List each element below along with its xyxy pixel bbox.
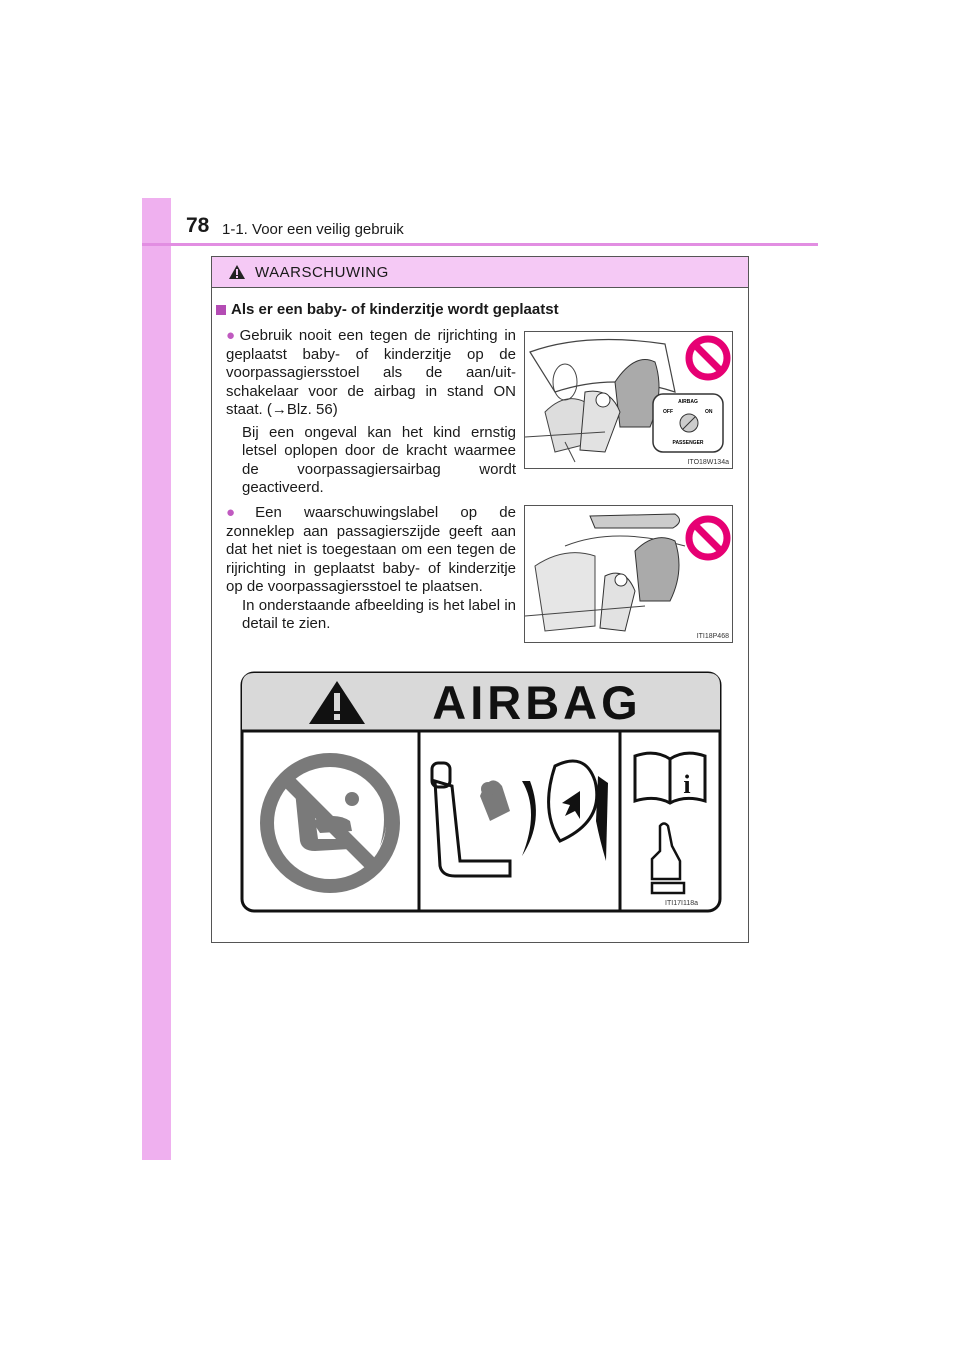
warning-header: [212, 257, 748, 288]
bullet-2: [226, 504, 516, 634]
bullet-dot-icon: ●: [226, 504, 254, 521]
bullet-1: [226, 327, 516, 498]
sun-visor-illustration: [525, 506, 732, 642]
figure-code: ITO18W134a: [687, 459, 729, 466]
warning-title: WAARSCHUWING: [255, 263, 389, 281]
figure-code: ITI18P468: [696, 633, 729, 640]
illustration-rear-facing-seat: [524, 331, 733, 469]
inset-label-airbag: AIRBAG: [678, 399, 698, 405]
subheading-text: Als er een baby- of kinderzitje wordt geplaatst: [231, 301, 559, 318]
bullet-dot-icon: ●: [226, 327, 238, 344]
page-number: 78: [186, 214, 210, 237]
svg-text:i: i: [683, 770, 691, 799]
label-airbag-text: AIRBAG: [432, 676, 642, 729]
car-seat-illustration: [525, 332, 732, 468]
bullet-1-note: Bij een ongeval kan het kind ernstig letsel oplopen door de kracht waarmee de voorpassagiersairbag wordt geactiveerd.: [242, 423, 516, 496]
inset-label-passenger: PASSENGER: [672, 440, 704, 446]
figure-code: ITI17I118a: [665, 900, 698, 907]
warning-box: [211, 256, 749, 943]
header-rule: [142, 243, 818, 246]
square-bullet-icon: [216, 305, 226, 315]
chapter-side-strip: [142, 198, 171, 1160]
bullet-1-text: Gebruik nooit een tegen de rijrichting in geplaatst baby- of kinderzitje op de voorpassagiersstoel als de aan/uit-schakelaar voor de airbag in stand ON staat. (→Blz. 56): [226, 327, 516, 418]
illustration-sun-visor: [524, 505, 733, 643]
warning-triangle-icon: [228, 264, 246, 280]
bullet-2-text: Een waarschuwingslabel op de zonneklep aan passagierszijde geeft aan dat het niet is toegestaan om een tegen de rijrichting in geplaatst baby- of kinderzitje op de voorpassagiersstoel te plaatsen.: [226, 504, 516, 595]
airbag-warning-label: [240, 671, 722, 915]
airbag-label-graphic: [240, 671, 722, 915]
inset-label-off: OFF: [663, 409, 673, 415]
inset-label-on: ON: [705, 409, 713, 415]
subheading: [216, 301, 559, 318]
section-header: 1-1. Voor een veilig gebruik: [222, 221, 404, 238]
bullet-2-note: In onderstaande afbeelding is het label in detail te zien.: [242, 596, 516, 632]
